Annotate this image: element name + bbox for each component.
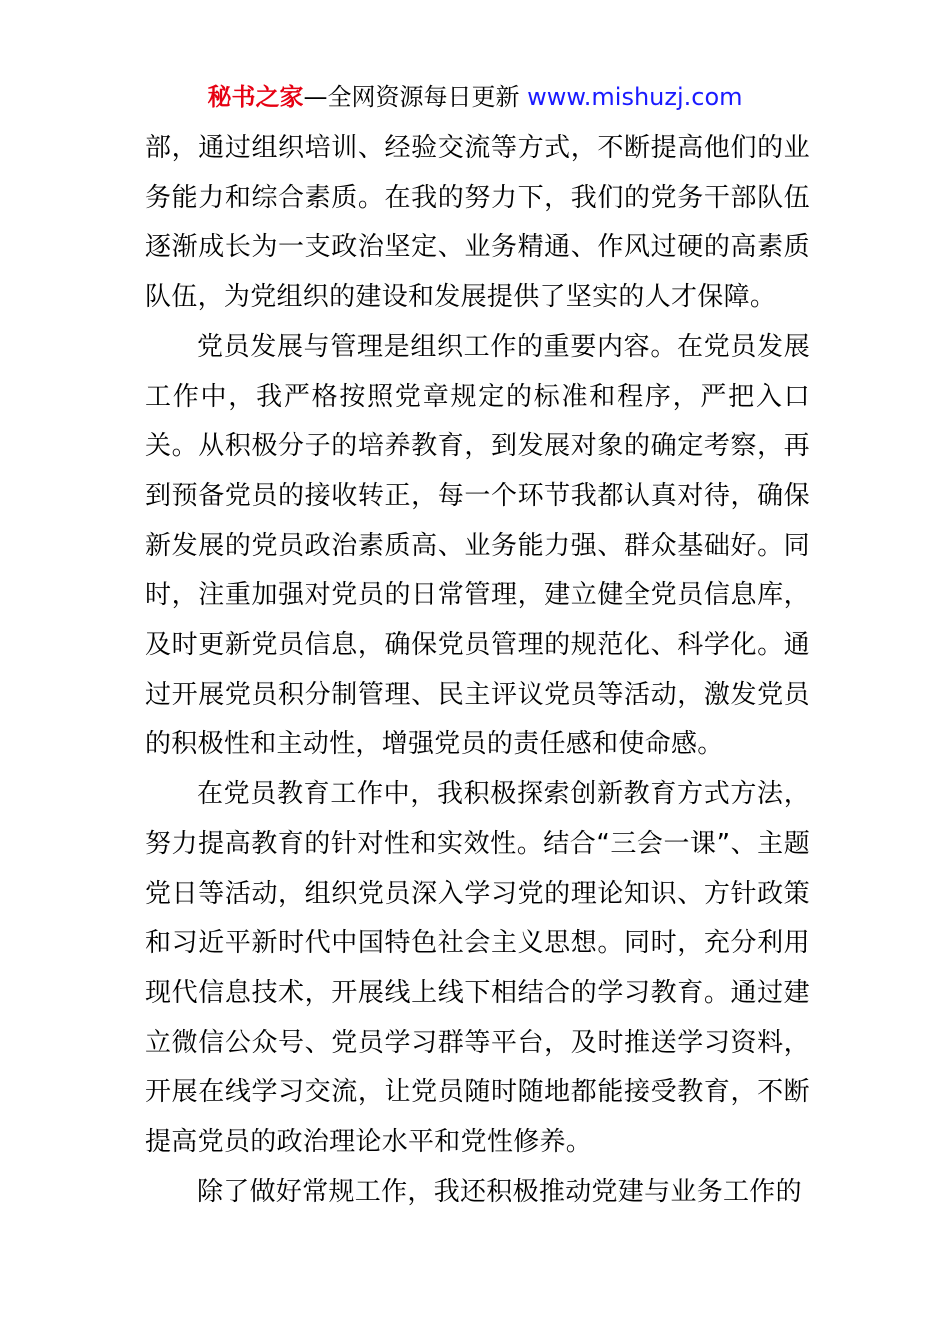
- site-header: [0, 80, 950, 114]
- paragraph-party-building: 除了做好常规工作，我还积极推动党建与业务工作的: [197, 1176, 802, 1207]
- document-body: [145, 124, 810, 1217]
- paragraph-member-development: 党员发展与管理是组织工作的重要内容。在党员发展工作中，我严格按照党章规定的标准和程序，严把入口关。从积极分子的培养教育，到发展对象的确定考察，再到预备党员的接收转正，每一个环节我都认真对待，确保新发展的党员政治素质高、业务能力强、群众基础好。同时，注重加强对党员的日常管理，建立健全党员信息库，及时更新党员信息，确保党员管理的规范化、科学化。通过开展党员积分制管理、民主评议党员等活动，激发党员的积极性和主动性，增强党员的责任感和使命感。: [145, 331, 810, 760]
- site-url-link[interactable]: www.mishuzj.com: [527, 83, 743, 111]
- paragraph-member-education: 在党员教育工作中，我积极探索创新教育方式方法，努力提高教育的针对性和实效性。结合“三会一课”、主题党日等活动，组织党员深入学习党的理论知识、方针政策和习近平新时代中国特色社会主义思想。同时，充分利用现代信息技术，开展线上线下相结合的学习教育。通过建立微信公众号、党员学习群等平台，及时推送学习资料，开展在线学习交流，让党员随时随地都能接受教育，不断提高党员的政治理论水平和党性修养。: [145, 779, 810, 1158]
- site-tagline: —全网资源每日更新: [303, 83, 520, 111]
- paragraph-continued: 部，通过组织培训、经验交流等方式，不断提高他们的业务能力和综合素质。在我的努力下，我们的党务干部队伍逐渐成长为一支政治坚定、业务精通、作风过硬的高素质队伍，为党组织的建设和发展提供了坚实的人才保障。: [145, 133, 810, 313]
- site-brand: 秘书之家: [207, 83, 304, 111]
